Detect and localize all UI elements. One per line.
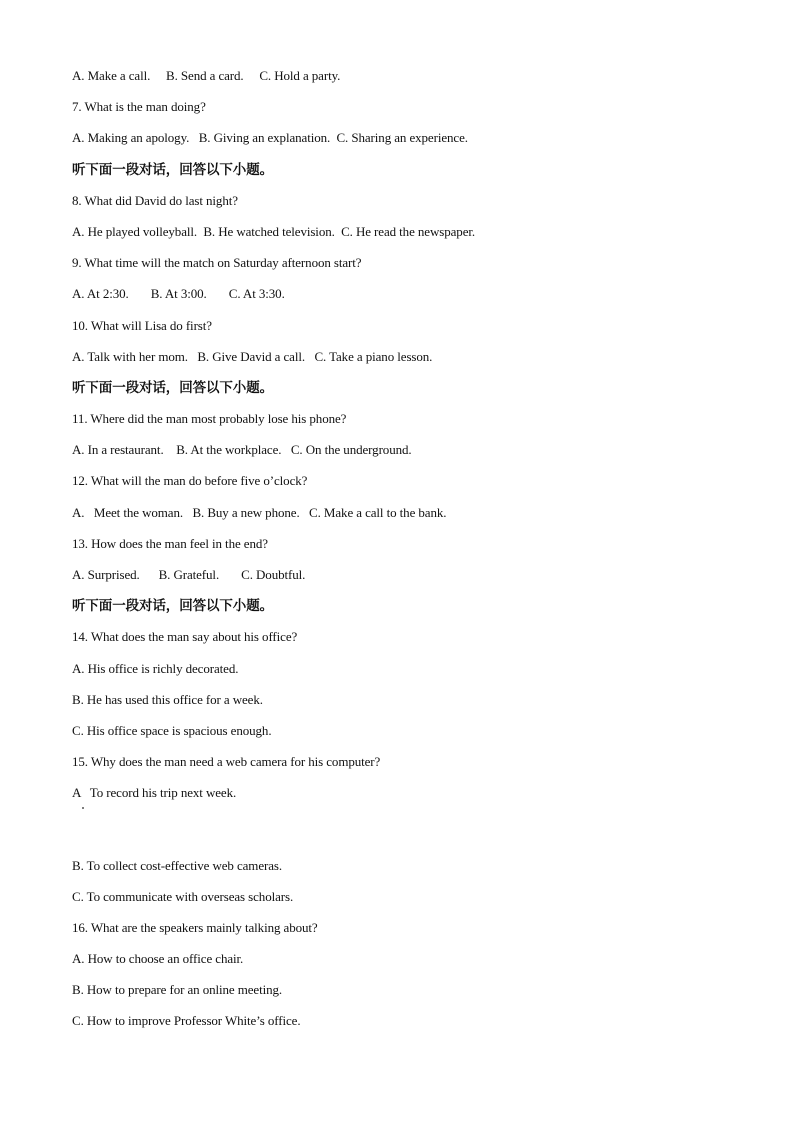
answer-options: B. He has used this office for a week. bbox=[72, 691, 263, 707]
section-heading: 听下面一段对话，回答以下小题。 bbox=[72, 379, 273, 396]
question-text: 7. What is the man doing? bbox=[72, 99, 206, 115]
question-text: 14. What does the man say about his office? bbox=[72, 629, 298, 645]
answer-options: B. How to prepare for an online meeting. bbox=[72, 982, 283, 998]
stray-dot-mark bbox=[82, 807, 84, 809]
question-text: 10. What will Lisa do first? bbox=[72, 317, 212, 333]
spacer bbox=[72, 815, 752, 856]
question-text: 8. What did David do last night? bbox=[72, 192, 238, 208]
exam-page bbox=[72, 66, 752, 1043]
answer-options: A. How to choose an office chair. bbox=[72, 951, 244, 967]
answer-options: A. Make a call. B. Send a card. C. Hold a party. bbox=[72, 68, 341, 83]
answer-options: A. His office is richly decorated. bbox=[72, 660, 239, 676]
question-text: 13. How does the man feel in the end? bbox=[72, 535, 268, 551]
answer-options: A. In a restaurant. B. At the workplace. C. On the underground. bbox=[72, 442, 412, 458]
answer-options: A. Meet the woman. B. Buy a new phone. C. Make a call to the bank. bbox=[72, 504, 447, 520]
answer-options: A. Surprised. B. Grateful. C. Doubtful. bbox=[72, 567, 306, 582]
answer-options: A. Making an apology. B. Giving an explanation. C. Sharing an experience. bbox=[72, 130, 468, 146]
question-text: 12. What will the man do before five o’clock? bbox=[72, 473, 308, 489]
question-text: 16. What are the speakers mainly talking about? bbox=[72, 919, 318, 935]
section-heading: 听下面一段对话，回答以下小题。 bbox=[72, 161, 273, 178]
question-text: 15. Why does the man need a web camera for his computer? bbox=[72, 754, 381, 770]
question-text: 11. Where did the man most probably lose his phone? bbox=[72, 411, 347, 427]
answer-options: C. How to improve Professor White’s office. bbox=[72, 1013, 301, 1029]
answer-options: A. He played volleyball. B. He watched television. C. He read the newspaper. bbox=[72, 223, 476, 239]
answer-options: A. At 2:30. B. At 3:00. C. At 3:30. bbox=[72, 286, 285, 302]
answer-options: B. To collect cost-effective web cameras. bbox=[72, 857, 283, 873]
answer-options: C. His office space is spacious enough. bbox=[72, 722, 272, 738]
answer-options: A To record his trip next week. bbox=[72, 785, 237, 801]
answer-options: C. To communicate with overseas scholars. bbox=[72, 888, 294, 904]
question-text: 9. What time will the match on Saturday afternoon start? bbox=[72, 255, 362, 271]
answer-options: A. Talk with her mom. B. Give David a call. C. Take a piano lesson. bbox=[72, 348, 433, 364]
section-heading: 听下面一段对话，回答以下小题。 bbox=[72, 598, 273, 615]
